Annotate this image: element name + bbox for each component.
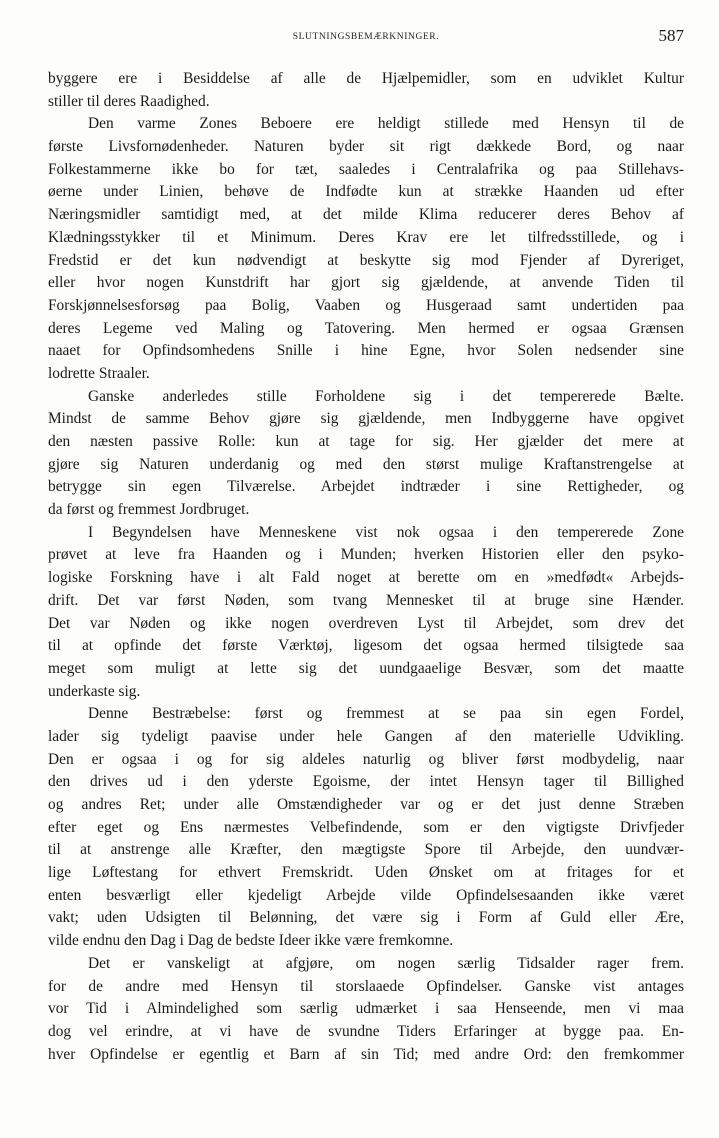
text-line: hver Opfindelse er egentlig et Barn af sin Tid; med andre Ord: den fremkommer <box>48 1045 684 1063</box>
text-line: lige Løftestang for ethvert Fremskridt. Uden Ønsket om at fritages for et <box>48 864 684 882</box>
text-line: første Livsfornødenheder. Naturen byder sit rigt dækkede Bord, og naar <box>48 138 684 156</box>
text-line: logiske Forskning have i alt Fald noget at berette om en »medfødt« Arbejds- <box>48 569 684 587</box>
text-line: Folkestammerne ikke bo for tæt, saaledes i Centralafrika og paa Stillehavs- <box>48 160 684 178</box>
text-line: drift. Det var først Nøden, som tvang Mennesket til at bruge sine Hænder. <box>48 591 684 609</box>
running-head <box>48 28 684 48</box>
text-line: lodrette Straaler. <box>48 364 150 382</box>
text-line: gjøre sig Naturen underdanig og med den størst mulige Kraftanstrengelse at <box>48 455 684 473</box>
text-line: Den varme Zones Beboere ere heldigt stillede med Hensyn til de <box>88 115 684 133</box>
text-line: Denne Bestræbelse: først og fremmest at se paa sin egen Fordel, <box>88 705 684 723</box>
text-line: lader sig tydeligt paavise under hele Gangen af den materielle Udvikling. <box>48 727 684 745</box>
text-line: Det var Nøden og ikke nogen overdreven Lyst til Arbejdet, som drev det <box>48 614 684 632</box>
text-line: Forskjønnelsesforsøg paa Bolig, Vaaben og Husgeraad samt undertiden paa <box>48 296 684 314</box>
text-line: efter eget og Ens nærmestes Velbefindende, som er den vigtigste Drivfjeder <box>48 818 684 836</box>
text-line: Ganske anderledes stille Forholdene sig i det tempererede Bælte. <box>88 387 684 405</box>
text-line: prøvet at leve fra Haanden og i Munden; hverken Historien eller den psyko- <box>48 546 684 564</box>
text-line: vilde endnu den Dag i Dag de bedste Ideer ikke være fremkomne. <box>48 932 454 950</box>
text-line: stiller til deres Raadighed. <box>48 92 210 110</box>
text-line: Mindst de samme Behov gjøre sig gjældende, men Indbyggerne have opgivet <box>48 410 684 428</box>
text-line: vakt; uden Udsigten til Belønning, det være sig i Form af Guld eller Ære, <box>48 909 684 927</box>
text-line: underkaste sig. <box>48 682 141 700</box>
text-line: dog vel erindre, at vi have de svundne Tiders Erfaringer at bygge paa. En- <box>48 1022 684 1040</box>
text-line: vor Tid i Almindelighed som særlig udmærket i saa Henseende, men vi maa <box>48 1000 684 1018</box>
text-line: da først og fremmest Jordbruget. <box>48 501 250 519</box>
text-line: for de andre med Hensyn til storslaaede Opfindelser. Ganske vist antages <box>48 977 684 995</box>
body-text <box>48 68 684 1066</box>
text-line: øerne under Linien, behøve de Indfødte kun at strække Haanden ud efter <box>48 183 684 201</box>
text-line: den drives ud i den yderste Egoisme, der intet Hensyn tager til Billighed <box>48 773 684 791</box>
text-line: den næsten passive Rolle: kun at tage for sig. Her gjælder det mere at <box>48 433 684 450</box>
text-line: I Begyndelsen have Menneskene vist nok ogsaa i den tempererede Zone <box>88 523 684 541</box>
text-line: byggere ere i Besiddelse af alle de Hjælpemidler, som en udviklet Kultur <box>48 70 684 87</box>
text-line: meget som muligt at lette sig det uundgaaelige Besvær, som det maatte <box>48 659 684 677</box>
text-line: Det er vanskeligt at afgjøre, om nogen særlig Tidsalder rager frem. <box>88 954 684 972</box>
text-line: og andres Ret; under alle Omstændigheder var og er det just denne Stræben <box>48 796 684 813</box>
text-line: Fredstid er det kun nødvendigt at beskytte sig mod Fjender af Dyreriget, <box>48 251 684 269</box>
text-line: deres Legeme ved Maling og Tatovering. Men hermed er ogsaa Grænsen <box>48 319 684 337</box>
text-line: betrygge sin egen Tilværelse. Arbejdet indtræder i sine Rettigheder, og <box>48 478 684 496</box>
text-line: til at opfinde det første Værktøj, ligesom det ogsaa hermed tilsigtede saa <box>48 637 684 655</box>
text-line: Klædningsstykker til et Minimum. Deres Krav ere let tilfredsstillede, og i <box>48 228 684 246</box>
text-line: enten besværligt eller kjedeligt Arbejde vilde Opfindelsesaanden ikke været <box>48 886 684 904</box>
running-title: SLUTNINGSBEMÆRKNINGER. <box>292 32 440 42</box>
text-line: Den er ogsaa i og for sig aldeles naturlig og bliver først modbydelig, naar <box>48 750 684 768</box>
text-line: Næringsmidler samtidigt med, at det milde Klima reducerer deres Behov af <box>48 206 684 224</box>
page-number: 587 <box>658 26 684 45</box>
text-line: eller hvor nogen Kunstdrift har gjort sig gjældende, at anvende Tiden til <box>48 274 684 292</box>
text-line: til at anstrenge alle Kræfter, den mægtigste Spore til Arbejde, den uundvær- <box>48 841 684 859</box>
text-line: naaet for Opfindsomhedens Snille i hine Egne, hvor Solen nedsender sine <box>48 342 684 360</box>
